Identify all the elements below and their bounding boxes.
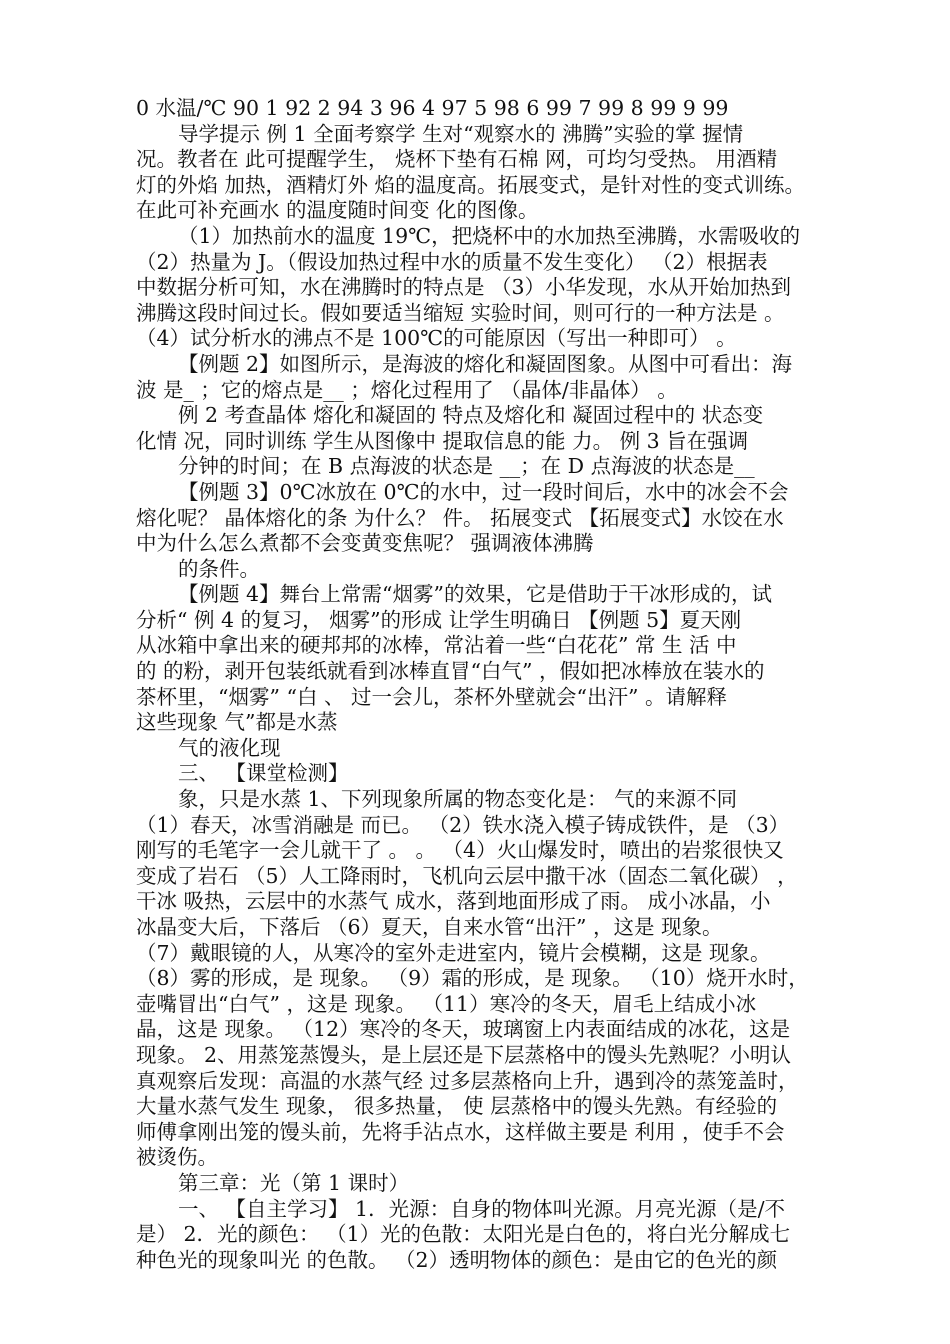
- text-line: 真观察后发现：高温的水蒸气经 过多层蒸格向上升，遇到冷的蒸笼盖时，: [136, 1068, 799, 1093]
- text-line: （2）热量为 J。（假设加热过程中水的质量不发生变化） （2）根据表: [136, 249, 768, 274]
- text-line: （1）加热前水的温度 19℃，把烧杯中的水加热至沸腾，水需吸收的: [178, 223, 801, 248]
- text-line: 象，只是水蒸 1、下列现象所属的物态变化是： 气的来源不同: [178, 787, 738, 812]
- text-line: 从冰箱中拿出来的硬邦邦的冰棒，常沾着一些“白花花” 常 生 活 中: [136, 633, 737, 658]
- text-line: 【例题 3】0℃冰放在 0℃的水中，过一段时间后，水中的冰会不会: [178, 479, 789, 504]
- text-line: 中数据分析可知，水在沸腾时的特点是 （3）小华发现，水从开始加热到: [136, 275, 792, 300]
- document-page: [136, 96, 860, 1273]
- text-line: 第三章：光（第 1 课时）: [178, 1170, 410, 1195]
- text-line: 灯的外焰 加热，酒精灯外 焰的温度高。拓展变式，是针对性的变式训练。: [136, 172, 806, 197]
- text-line: 在此可补充画水 的温度随时间变 化的图像。: [136, 198, 539, 223]
- text-line: （7）戴眼镜的人，从寒冷的室外走进室内，镜片会模糊，这是 现象。: [136, 940, 771, 965]
- text-line: 变成了岩石 （5）人工降雨时，飞机向云层中撒干冰（固态二氧化碳） ，: [136, 863, 798, 888]
- text-line: 【例题 4】舞台上常需“烟雾”的效果，它是借助于干冰形成的，试: [178, 582, 773, 607]
- text-line: 熔化呢？ 晶体熔化的条 为什么？ 件。 拓展变式 【拓展变式】水饺在水: [136, 505, 784, 530]
- text-line: 分析“ 例 4 的复习， 烟雾”的形成 让学生明确日 【例题 5】夏天刚: [136, 607, 742, 632]
- text-line: 0 水温/℃ 90 1 92 2 94 3 96 4 97 5 98 6 99 7 99 8 99 9 99: [136, 96, 729, 120]
- text-line: 气的液化现: [178, 735, 281, 760]
- text-line: 这些现象 气”都是水蒸: [136, 710, 338, 735]
- text-line: 种色光的现象叫光 的色散。 （2）透明物体的颜色：是由它的色光的颜: [136, 1247, 778, 1272]
- text-line: 况。教者在 此可提醒学生， 烧杯下垫有石棉 网，可均匀受热。 用酒精: [136, 147, 778, 172]
- text-line: （1）春天，冰雪消融是 而已。 （2）铁水浇入模子铸成铁件，是 （3）: [136, 812, 790, 837]
- text-line: 的 的粉，剥开包装纸就看到冰棒直冒“白气” ，假如把冰棒放在装水的: [136, 659, 765, 684]
- text-line: 被烫伤。: [136, 1145, 218, 1170]
- text-line: 导学提示 例 1 全面考察学 生对“观察水的 沸腾”实验的掌 握情: [178, 121, 744, 146]
- text-line: 分钟的时间；在 B 点海波的状态是 __；在 D 点海波的状态是__: [178, 454, 755, 479]
- text-line: 中为什么怎么煮都不会变黄变焦呢？ 强调液体沸腾: [136, 531, 594, 556]
- text-line: 大量水蒸气发生 现象， 很多热量， 使 层蒸格中的馒头先熟。有经验的: [136, 1094, 778, 1119]
- text-line: 晶，这是 现象。 （12）寒冷的冬天，玻璃窗上内表面结成的冰花，这是: [136, 1017, 791, 1042]
- text-line: 茶杯里，“烟雾” “白 、 过一会儿，茶杯外壁就会“出汗” 。请解释: [136, 684, 727, 709]
- text-line: 【例题 2】如图所示，是海波的熔化和凝固图象。从图中可看出：海: [178, 351, 793, 376]
- text-line: 是） 2．光的颜色： （1）光的色散：太阳光是白色的，将白光分解成七: [136, 1222, 791, 1247]
- text-line: （4）试分析水的沸点不是 100℃的可能原因（写出一种即可） 。: [136, 326, 737, 351]
- text-line: 刚写的毛笔字一会儿就干了 。 。 （4）火山爆发时，喷出的岩浆很快又: [136, 838, 784, 863]
- text-line: 波 是_ ；它的熔点是__ ；熔化过程用了 （晶体/非晶体） 。: [136, 377, 678, 402]
- text-line: 师傅拿刚出笼的馒头前，先将手沾点水，这样做主要是 利用 ，使手不会: [136, 1119, 785, 1144]
- text-line: 现象。 2、用蒸笼蒸馒头，是上层还是下层蒸格中的馒头先熟呢？小明认: [136, 1042, 792, 1067]
- text-line: 冰晶变大后，下落后 （6）夏天，自来水管“出汗” ，这是 现象。: [136, 915, 723, 939]
- text-line: 化情 况，同时训练 学生从图像中 提取信息的能 力。 例 3 旨在强调: [136, 428, 749, 453]
- text-line: 的条件。: [178, 556, 260, 581]
- text-line: 例 2 考查晶体 熔化和凝固的 特点及熔化和 凝固过程中的 状态变: [178, 403, 764, 428]
- text-line: 干冰 吸热，云层中的水蒸气 成水，落到地面形成了雨。 成小冰晶，小: [136, 889, 771, 914]
- text-line: 一、 【自主学习】 1．光源：自身的物体叫光源。月亮光源（是/不: [178, 1196, 785, 1221]
- text-line: 壶嘴冒出“白气” ，这是 现象。 （11）寒冷的冬天，眉毛上结成小冰: [136, 991, 757, 1016]
- text-line: 三、 【课堂检测】: [178, 761, 349, 786]
- text-line: （8）雾的形成，是 现象。 （9）霜的形成，是 现象。 （10）烧开水时，: [136, 966, 809, 991]
- text-line: 沸腾这段时间过长。假如要适当缩短 实验时间，则可行的一种方法是 。: [136, 300, 785, 325]
